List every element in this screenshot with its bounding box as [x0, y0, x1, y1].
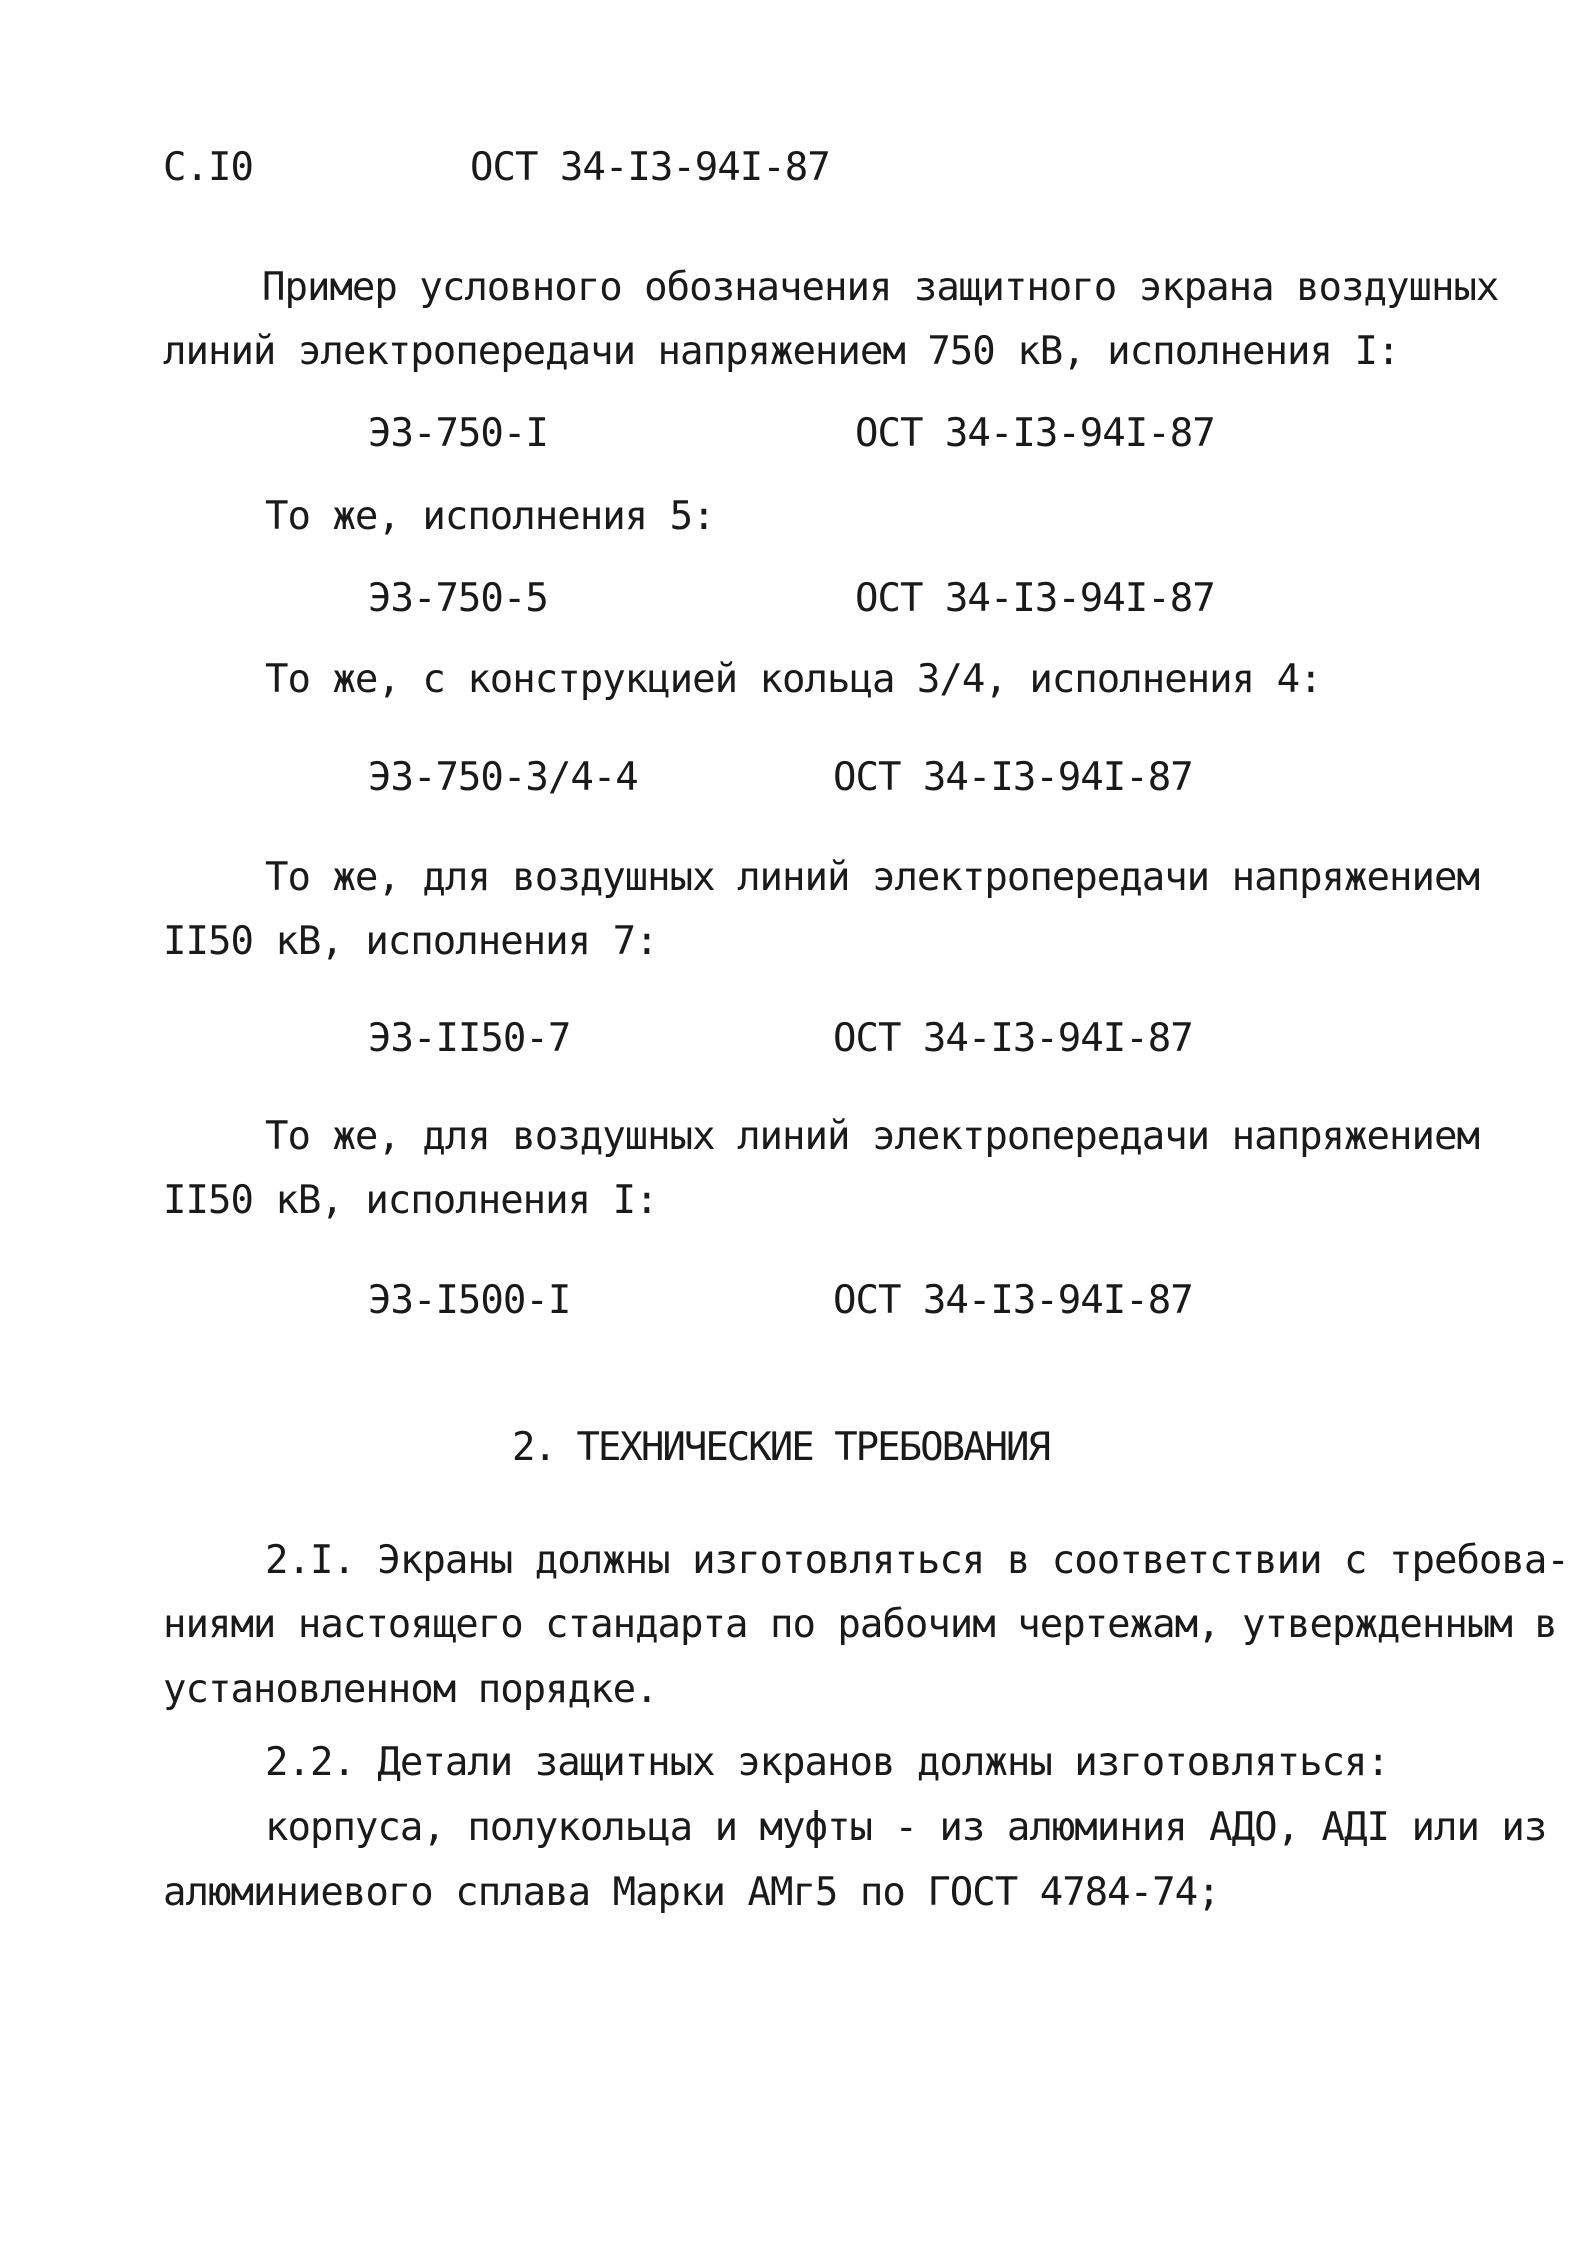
variant-note-line-1: То же, для воздушных линий электропередачи напряжением — [265, 1114, 1479, 1159]
designation-code: ЭЗ-II50-7 — [368, 1016, 571, 1061]
designation-code: ЭЗ-750-5 — [368, 576, 548, 621]
paragraph-2-2-line-1: 2.2. Детали защитных экранов должны изготовляться: — [265, 1740, 1389, 1785]
variant-note-line-2: II50 кВ, исполнения I: — [163, 1178, 658, 1223]
section-title: 2. ТЕХНИЧЕСКИЕ ТРЕБОВАНИЯ — [512, 1425, 1049, 1470]
designation-code: ЭЗ-750-I — [368, 411, 548, 456]
variant-note-line-2: II50 кВ, исполнения 7: — [163, 919, 658, 964]
designation-code: ЭЗ-I500-I — [368, 1278, 571, 1323]
designation-standard: ОСТ 34-I3-94I-87 — [833, 1016, 1193, 1061]
paragraph-2-2-line-3: алюминиевого сплава Марки АМг5 по ГОСТ 4784-74; — [163, 1870, 1220, 1915]
paragraph-2-1-line-2: ниями настоящего стандарта по рабочим чертежам, утвержденным в — [163, 1602, 1557, 1647]
paragraph-2-1-line-1: 2.I. Экраны должны изготовляться в соответствии с требова- — [265, 1538, 1569, 1583]
paragraph-2-1-line-3: установленном порядке. — [163, 1667, 658, 1712]
designation-standard: ОСТ 34-I3-94I-87 — [833, 755, 1193, 800]
example-intro-line-2: линий электропередачи напряжением 750 кВ, исполнения I: — [163, 329, 1400, 374]
paragraph-2-2-line-2: корпуса, полукольца и муфты - из алюминия АДО, АДI или из — [265, 1805, 1547, 1850]
page-number: С.I0 — [163, 145, 253, 190]
example-intro-line-1: Пример условного обозначения защитного экрана воздушных — [262, 265, 1499, 310]
designation-standard: ОСТ 34-I3-94I-87 — [855, 411, 1215, 456]
header-standard: ОСТ 34-I3-94I-87 — [470, 145, 830, 190]
designation-standard: ОСТ 34-I3-94I-87 — [855, 576, 1215, 621]
variant-note: То же, исполнения 5: — [265, 494, 715, 539]
designation-standard: ОСТ 34-I3-94I-87 — [833, 1278, 1193, 1323]
designation-code: ЭЗ-750-3/4-4 — [368, 755, 638, 800]
variant-note: То же, с конструкцией кольца 3/4, исполнения 4: — [265, 657, 1322, 702]
variant-note-line-1: То же, для воздушных линий электропередачи напряжением — [265, 855, 1479, 900]
